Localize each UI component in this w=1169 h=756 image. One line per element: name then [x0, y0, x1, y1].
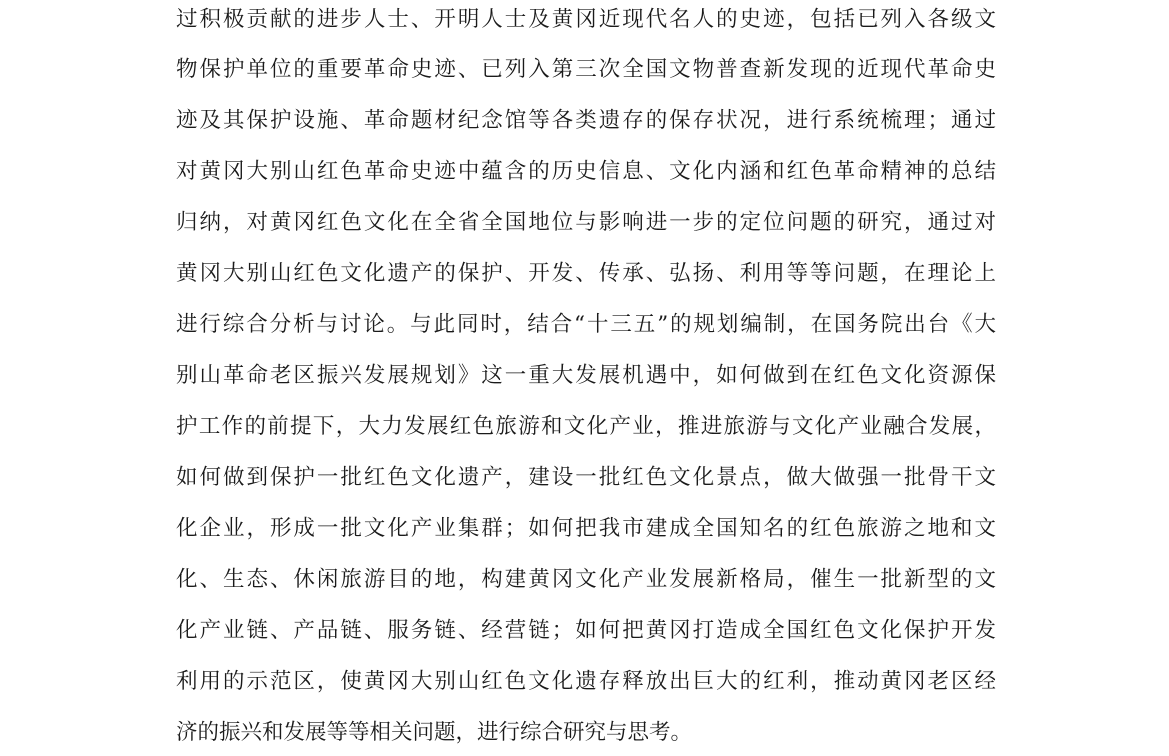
text-line-4: 对黄冈大别山红色革命史迹中蕴含的历史信息、文化内涵和红色革命精神的总结 — [176, 159, 996, 184]
text-line-10: 如何做到保护一批红色文化遗产，建设一批红色文化景点，做大做强一批骨干文 — [176, 465, 996, 490]
text-line-14: 利用的示范区，使黄冈大别山红色文化遗存释放出巨大的红利，推动黄冈老区经 — [176, 669, 996, 694]
text-line-3: 迹及其保护设施、革命题材纪念馆等各类遗存的保存状况，进行系统梳理；通过 — [176, 108, 996, 133]
text-line-15: 济的振兴和发展等等相关问题，进行综合研究与思考。 — [176, 720, 693, 745]
text-line-7: 进行综合分析与讨论。与此同时，结合“十三五”的规划编制，在国务院出台《大 — [176, 312, 996, 337]
text-line-6: 黄冈大别山红色文化遗产的保护、开发、传承、弘扬、利用等等问题，在理论上 — [176, 261, 996, 286]
text-line-9: 护工作的前提下，大力发展红色旅游和文化产业，推进旅游与文化产业融合发展， — [176, 414, 996, 439]
text-line-2: 物保护单位的重要革命史迹、已列入第三次全国文物普查新发现的近现代革命史 — [176, 57, 996, 82]
text-line-8: 别山革命老区振兴发展规划》这一重大发展机遇中，如何做到在红色文化资源保 — [176, 363, 996, 388]
text-line-1: 过积极贡献的进步人士、开明人士及黄冈近现代名人的史迹，包括已列入各级文 — [176, 7, 996, 32]
text-line-11: 化企业，形成一批文化产业集群；如何把我市建成全国知名的红色旅游之地和文 — [176, 516, 996, 541]
text-line-12: 化、生态、休闲旅游目的地，构建黄冈文化产业发展新格局，催生一批新型的文 — [176, 567, 996, 592]
text-line-5: 归纳，对黄冈红色文化在全省全国地位与影响进一步的定位问题的研究，通过对 — [176, 210, 996, 235]
text-line-13: 化产业链、产品链、服务链、经营链；如何把黄冈打造成全国红色文化保护开发 — [176, 618, 996, 643]
